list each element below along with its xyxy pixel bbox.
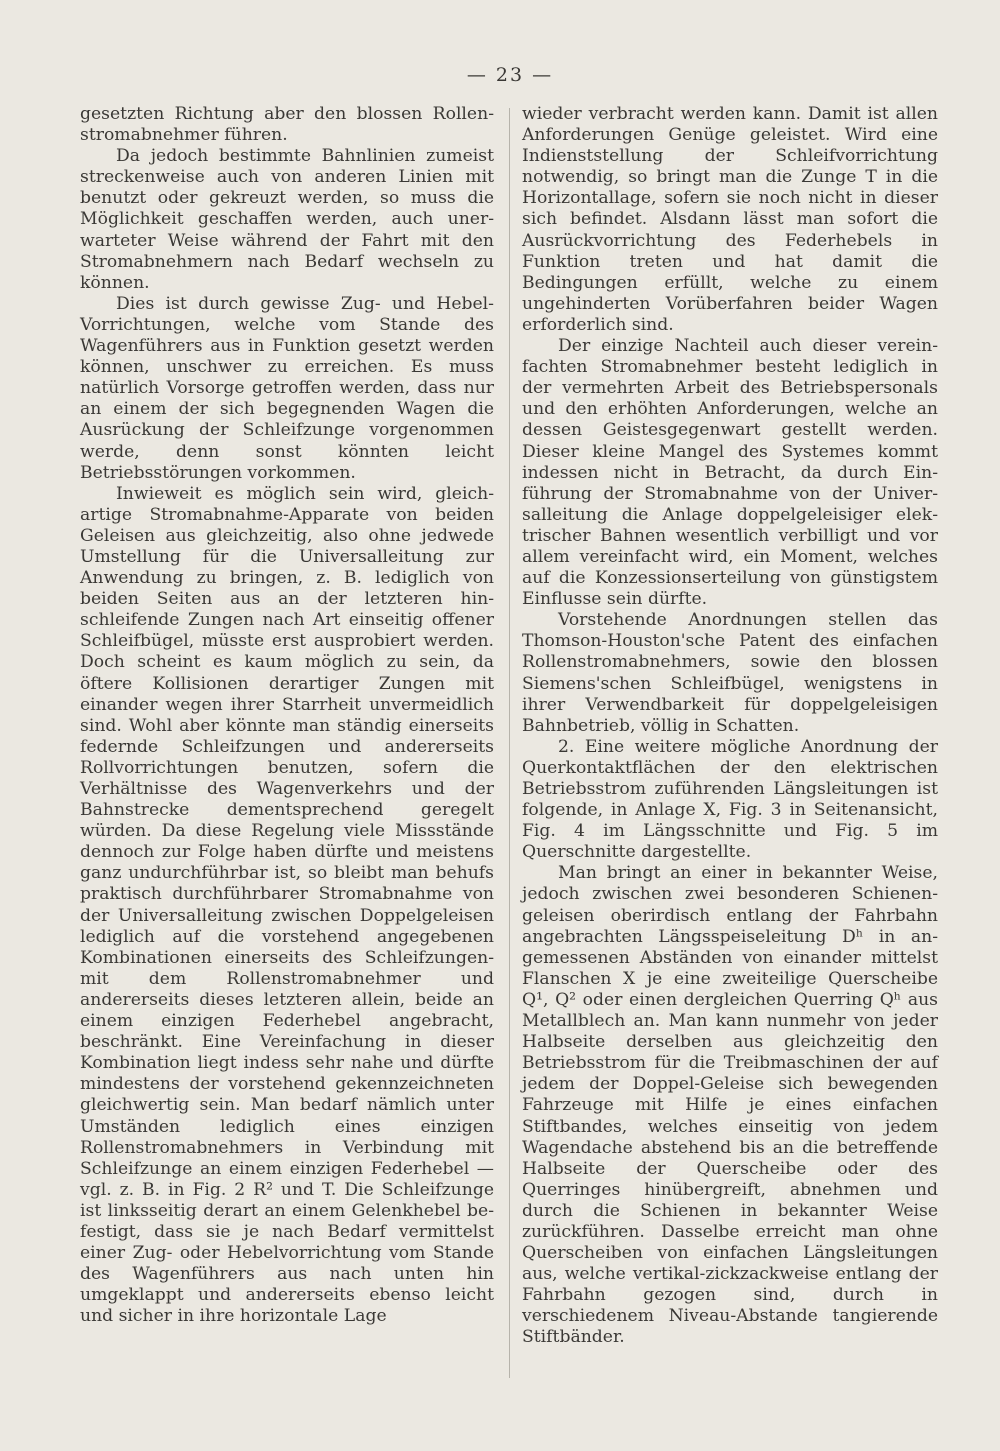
paragraph: Man bringt an einer in bekannter Weise, jedoch zwischen zwei besonderen Schienengeleisen oberirdisch entlang der Fahrbahn angebrachten Längsspeiseleitung Dʰ in angemessenen Abständen von einander mittelst Flanschen X je eine zweiteilige Querscheibe Q¹, Q² oder einen dergleichen Querring Qʰ aus Metallblech an. Man kann nunmehr von jeder Halbseite derselben aus gleichzeitig den Betriebsstrom für die Treibmaschinen der auf jedem der Doppel-Geleise sich bewegenden Fahrzeuge mit Hilfe je eines einfachen Stiftbandes, welches einseitig von jedem Wagendache abstehend bis an die betreffende Halbseite der Querscheibe oder des Querringes hinübergreift, abnehmen und durch die Schienen in bekannter Weise zurückführen. Dasselbe erreicht man ohne Querscheiben von einfachen Längsleitungen aus, welche vertikal-zickzackweise entlang der Fahrbahn gezogen sind, durch in verschiedenem Niveau-Abstande tangierende Stiftbänder. xyxy=(522,863,938,1348)
paragraph: gesetzten Richtung aber den blossen Rollenstromabnehmer führen. xyxy=(80,104,494,146)
paragraph: 2. Eine weitere mögliche Anordnung der Querkontaktflächen der den elektrischen Betriebsstrom zuführenden Längsleitungen ist folgende, in Anlage X, Fig. 3 in Seitenansicht, Fig. 4 im Längsschnitte und Fig. 5 im Querschnitte dargestellte. xyxy=(522,736,938,863)
column-divider xyxy=(509,108,510,1378)
paragraph: Dies ist durch gewisse Zug- und Hebel-Vorrichtungen, welche vom Stande des Wagenführers aus in Funktion gesetzt werden können, unschwer zu erreichen. Es muss natürlich Vorsorge getroffen werden, dass nur an einem der sich begegnenden Wagen die Ausrückung der Schleifzunge vorgenommen werde, denn sonst könnten leicht Betriebsstörungen vorkommen. xyxy=(80,293,494,483)
paragraph: Inwieweit es möglich sein wird, gleichartige Stromabnahme-Apparate von beiden Geleisen aus gleichzeitig, also ohne jedwede Umstellung für die Universalleitung zur Anwendung zu bringen, z. B. lediglich von beiden Seiten aus an der letzteren hinschleifende Zungen nach Art einseitig offener Schleifbügel, müsste erst ausprobiert werden. Doch scheint es kaum möglich zu sein, da öftere Kollisionen derartiger Zungen mit einander wegen ihrer Starrheit unvermeidlich sind. Wohl aber könnte man ständig einerseits federnde Schleifzungen und andererseits Rollvorrichtungen benutzen, sofern die Verhältnisse des Wagenverkehrs und der Bahnstrecke dementsprechend geregelt würden. Da diese Regelung viele Missstände dennoch zur Folge haben dürfte und meistens ganz undurchführbar ist, so bleibt man behufs praktisch durchführbarer Stromabnahme von der Universalleitung zwischen Doppelgeleisen lediglich auf die vorstehend angegebenen Kombinationen einerseits des Schleifzungen- mit dem Rollenstromabnehmer und andererseits dieses letzteren allein, beide an einem einzigen Federhebel angebracht, beschränkt. Eine Vereinfachung in dieser Kombination liegt indess sehr nahe und dürfte mindestens der vorstehend gekennzeichneten gleichwertig sein. Man bedarf nämlich unter Umständen lediglich eines einzigen Rollenstromabnehmers in Verbindung mit Schleifzunge an einem einzigen Federhebel — vgl. z. B. in Fig. 2 R² und T. Die Schleifzunge ist linksseitig derart an einem Gelenkhebel befestigt, dass sie je nach Bedarf vermittelst einer Zug- oder Hebelvorrichtung vom Stande des Wagenführers aus nach unten hin umgeklappt und andererseits ebenso leicht und sicher in ihre horizontale Lage xyxy=(80,483,494,1327)
paragraph: Vorstehende Anordnungen stellen das Thomson-Houston'sche Patent des einfachen Rollenstromabnehmers, sowie den blossen Siemens'schen Schleifbügel, wenigstens in ihrer Verwendbarkeit für doppelgeleisigen Bahnbetrieb, völlig in Schatten. xyxy=(522,610,938,736)
paragraph: Der einzige Nachteil auch dieser vereinfachten Stromabnehmer besteht lediglich in der vermehrten Arbeit des Betriebspersonals und den erhöhten Anforderungen, welche an dessen Geistesgegenwart gestellt werden. Dieser kleine Mangel des Systemes kommt indessen nicht in Betracht, da durch Einführung der Stromabnahme von der Universalleitung die Anlage doppelgeleisiger elektrischer Bahnen wesentlich verbilligt und vor allem vereinfacht wird, ein Moment, welches auf die Konzessionserteilung von günstigstem Einflusse sein dürfte. xyxy=(522,336,938,610)
page-number: — 23 — xyxy=(466,64,554,86)
left-column xyxy=(80,104,494,1327)
paragraph: Da jedoch bestimmte Bahnlinien zumeist streckenweise auch von anderen Linien mit benutzt oder gekreuzt werden, so muss die Möglichkeit geschaffen werden, auch unerwarteter Weise während der Fahrt mit den Stromabnehmern nach Bedarf wechseln zu können. xyxy=(80,146,494,293)
right-column xyxy=(522,104,938,1349)
paragraph: wieder verbracht werden kann. Damit ist allen Anforderungen Genüge geleistet. Wird eine Indienststellung der Schleifvorrichtung notwendig, so bringt man die Zunge T in die Horizontallage, sofern sie noch nicht in dieser sich befindet. Alsdann lässt man sofort die Ausrückvorrichtung des Federhebels in Funktion treten und hat damit die Bedingungen erfüllt, welche zu einem ungehinderten Vorüberfahren beider Wagen erforderlich sind. xyxy=(522,104,938,335)
